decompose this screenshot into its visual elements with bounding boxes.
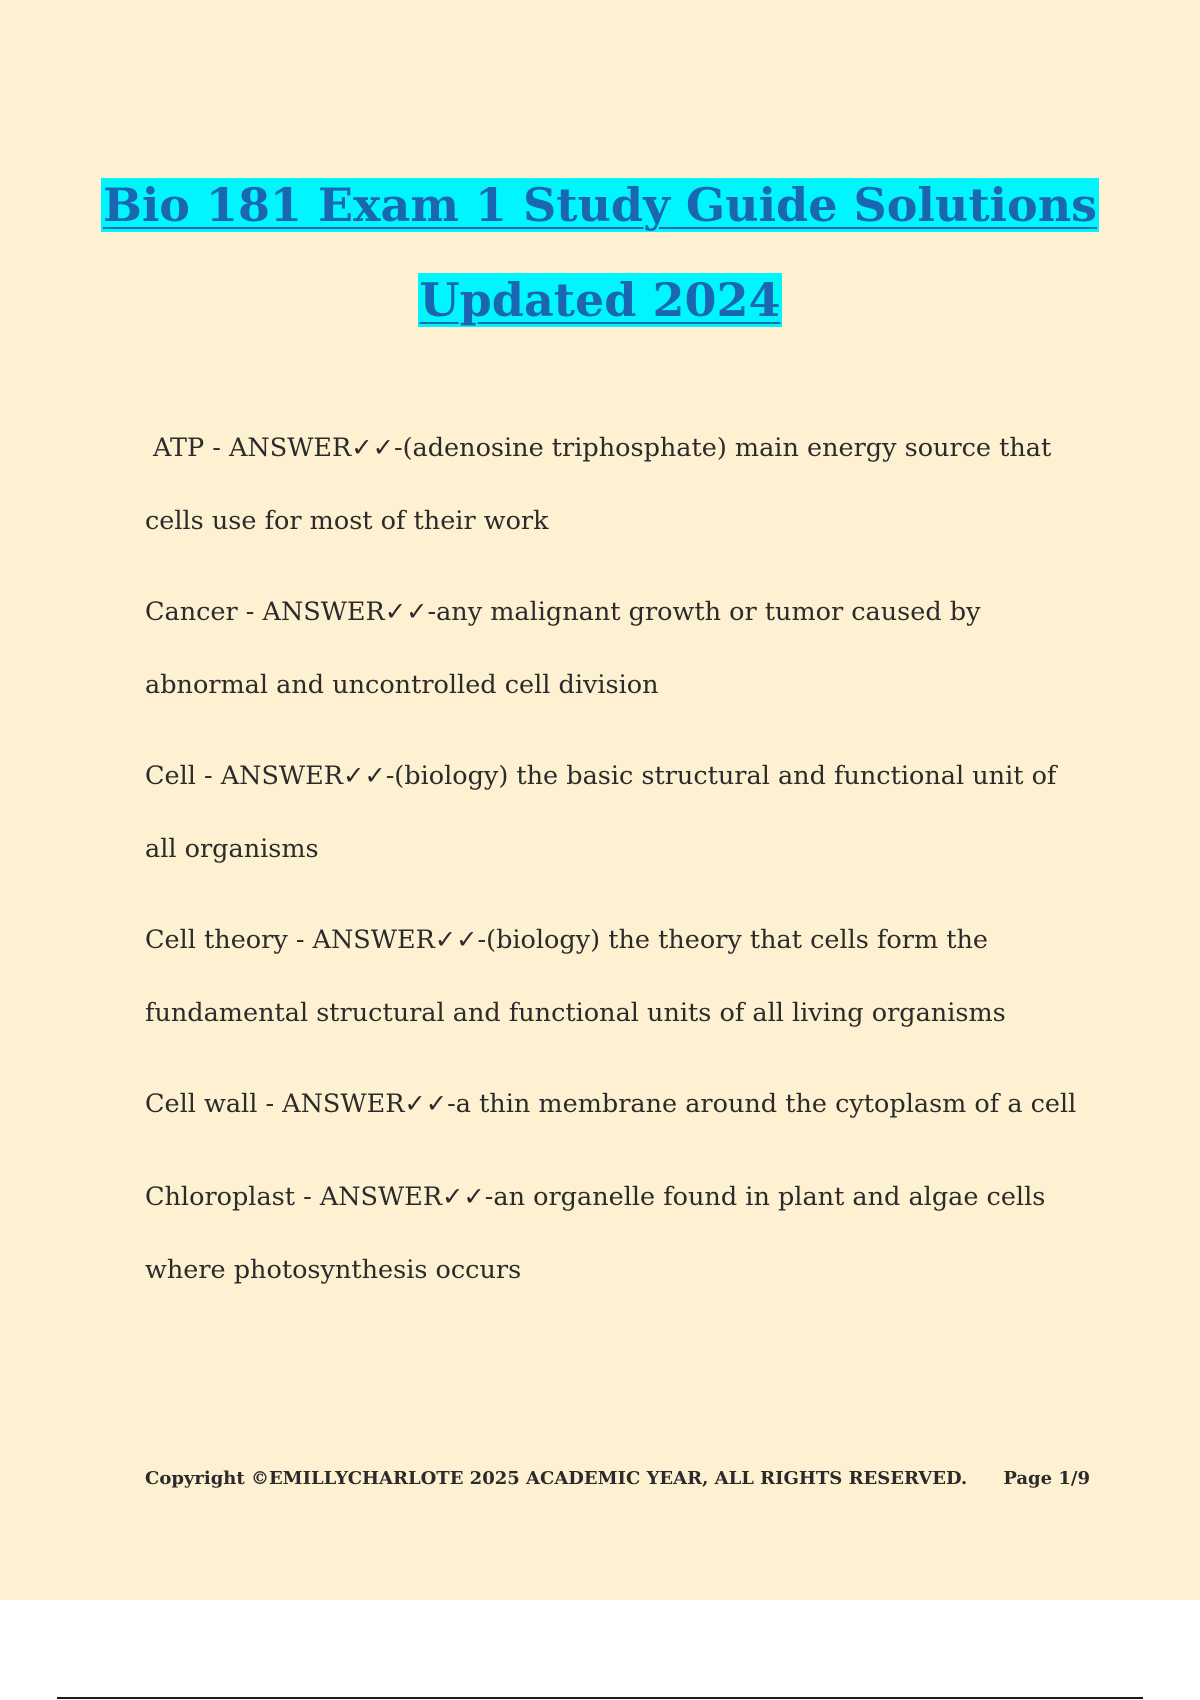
definition-entry-cancer: Cancer - ANSWER✓✓-any malignant growth or tumor caused by abnormal and uncontrolled cell division: [145, 597, 981, 700]
title-line-2: Updated 2024: [419, 273, 781, 327]
definition-list: [145, 430, 1095, 1325]
title-line-1: Bio 181 Exam 1 Study Guide Solutions: [102, 178, 1098, 232]
page-number: Page 1/9: [1003, 1468, 1090, 1489]
document-title: [0, 158, 1200, 348]
definition-entry-cell-wall: Cell wall - ANSWER✓✓-a thin membrane around the cytoplasm of a cell: [145, 1089, 1077, 1119]
definition-entry-cell: Cell - ANSWER✓✓-(biology) the basic structural and functional unit of all organisms: [145, 761, 1057, 864]
definition-entry-chloroplast: Chloroplast - ANSWER✓✓-an organelle found in plant and algae cells where photosynthesis occurs: [145, 1182, 1046, 1285]
definition-entry-atp: ATP - ANSWER✓✓-(adenosine triphosphate) main energy source that cells use for most of their work: [145, 433, 1052, 536]
bottom-divider: [57, 1697, 1143, 1699]
definition-entry-cell-theory: Cell theory - ANSWER✓✓-(biology) the theory that cells form the fundamental structural and functional units of all living organisms: [145, 925, 1006, 1028]
copyright-notice: Copyright ©EMILLYCHARLOTE 2025 ACADEMIC YEAR, ALL RIGHTS RESERVED.: [145, 1468, 968, 1489]
